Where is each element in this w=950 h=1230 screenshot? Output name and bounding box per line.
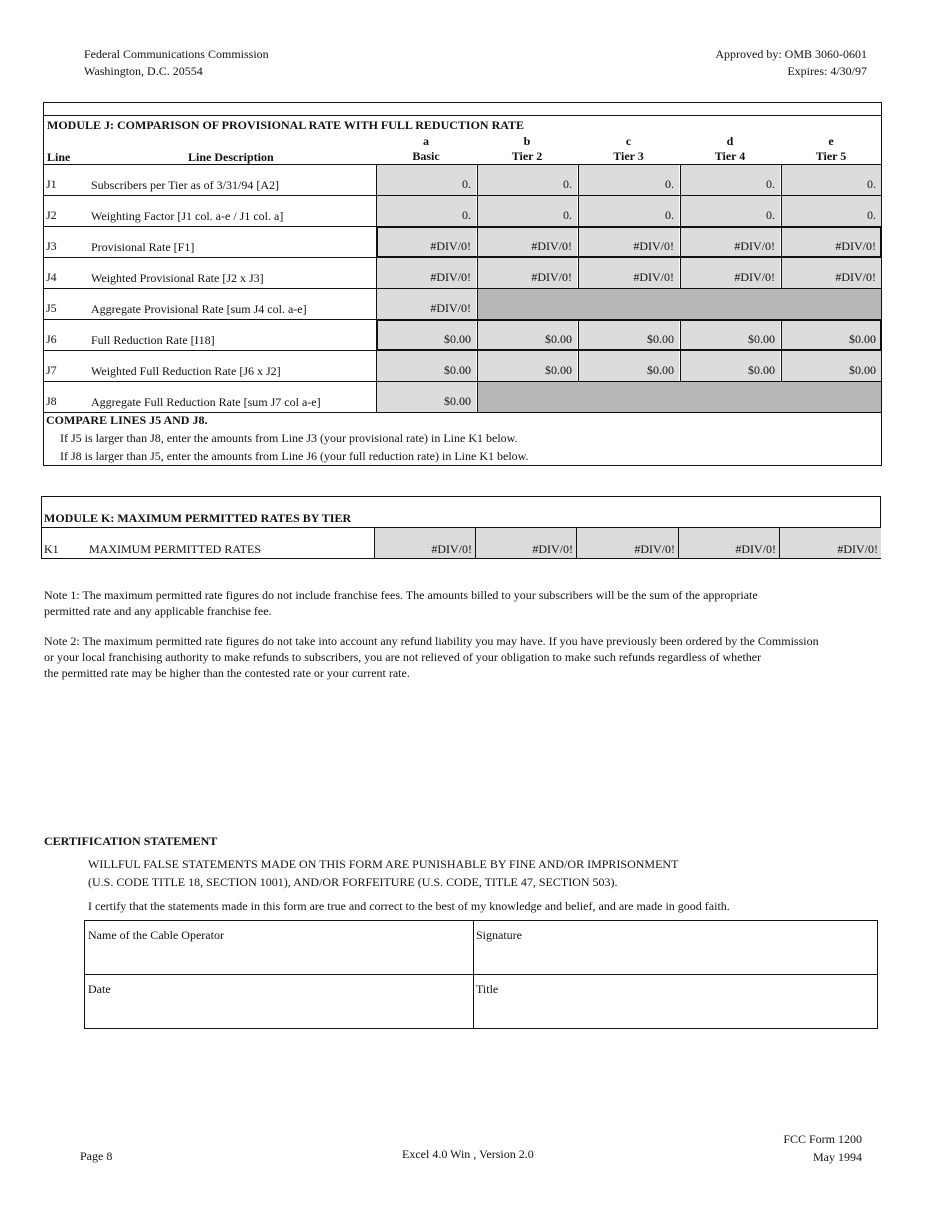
note-2-line-1: Note 2: The maximum permitted rate figures do not take into account any refund liability you may have. If you have previously been ordered by the Commission — [44, 634, 819, 648]
omb-header — [715, 46, 867, 80]
note-2-line-3: the permitted rate may be higher than the contested rate or your current rate. — [44, 666, 410, 680]
row-description-j6: Full Reduction Rate [I18] — [91, 333, 215, 347]
module-k-title: MODULE K: MAXIMUM PERMITTED RATES BY TIER — [44, 511, 352, 525]
value-k1-c: #DIV/0! — [634, 542, 675, 556]
omb-approval: Approved by: OMB 3060-0601 — [715, 47, 867, 61]
row-line-j6: J6 — [46, 332, 57, 346]
agency-name: Federal Communications Commission — [84, 47, 269, 61]
value-j1-a: 0. — [462, 177, 471, 191]
value-j2-b: 0. — [563, 208, 572, 222]
value-j7-a: $0.00 — [444, 363, 471, 377]
page-number: Page 8 — [80, 1149, 113, 1163]
value-j4-c: #DIV/0! — [633, 270, 674, 284]
value-k1-a: #DIV/0! — [431, 542, 472, 556]
value-k1-d: #DIV/0! — [735, 542, 776, 556]
value-j6-a: $0.00 — [444, 332, 471, 346]
module-j-title: MODULE J: COMPARISON OF PROVISIONAL RATE WITH FULL REDUCTION RATE — [47, 118, 525, 132]
value-j6-c: $0.00 — [647, 332, 674, 346]
software-version: Excel 4.0 Win , Version 2.0 — [402, 1147, 534, 1161]
row-description-j3: Provisional Rate [F1] — [91, 240, 195, 254]
value-j2-c: 0. — [665, 208, 674, 222]
value-j1-d: 0. — [766, 177, 775, 191]
form-number: FCC Form 1200 — [783, 1132, 862, 1146]
row-line-j1: J1 — [46, 177, 57, 191]
agency-header — [84, 46, 269, 80]
compare-title: COMPARE LINES J5 AND J8. — [46, 413, 208, 427]
note-2-line-2: or your local franchising authority to make refunds to subscribers, you are not relieved of your obligation to make such refunds regardless of whether — [44, 650, 762, 664]
value-j8-a: $0.00 — [444, 394, 471, 408]
value-j1-b: 0. — [563, 177, 572, 191]
row-line-j4: J4 — [46, 270, 57, 284]
row-description-k1: MAXIMUM PERMITTED RATES — [89, 542, 262, 556]
value-j4-b: #DIV/0! — [531, 270, 572, 284]
row-description-j4: Weighted Provisional Rate [J2 x J3] — [91, 271, 264, 285]
cable-operator-name-field[interactable]: Name of the Cable Operator — [88, 928, 224, 942]
column-letter-c: c — [625, 134, 632, 148]
value-j1-e: 0. — [867, 177, 876, 191]
value-j2-d: 0. — [766, 208, 775, 222]
value-j6-b: $0.00 — [545, 332, 572, 346]
column-letter-b: b — [523, 134, 531, 148]
value-j7-e: $0.00 — [849, 363, 876, 377]
certification-statement: I certify that the statements made in this form are true and correct to the best of my knowledge and belief, and are made in good faith. — [88, 899, 730, 913]
value-k1-e: #DIV/0! — [837, 542, 878, 556]
column-name-b: Tier 2 — [511, 149, 543, 163]
row-line-j7: J7 — [46, 363, 57, 377]
value-j5-a: #DIV/0! — [430, 301, 471, 315]
value-j4-a: #DIV/0! — [430, 270, 471, 284]
value-j6-e: $0.00 — [849, 332, 876, 346]
agency-address: Washington, D.C. 20554 — [84, 64, 203, 78]
compare-line-2: If J8 is larger than J5, enter the amounts from Line J6 (your full reduction rate) in Line K1 below. — [60, 449, 529, 463]
cell-j5-blocked — [477, 289, 881, 319]
row-description-j5: Aggregate Provisional Rate [sum J4 col. a-e] — [91, 302, 307, 316]
value-j2-e: 0. — [867, 208, 876, 222]
value-j6-d: $0.00 — [748, 332, 775, 346]
value-j3-d: #DIV/0! — [734, 239, 775, 253]
column-letter-d: d — [726, 134, 734, 148]
value-j7-b: $0.00 — [545, 363, 572, 377]
column-name-c: Tier 3 — [613, 149, 644, 163]
title-field[interactable]: Title — [476, 982, 499, 996]
date-field[interactable]: Date — [88, 982, 111, 996]
signature-field[interactable]: Signature — [476, 928, 522, 942]
row-line-k1: K1 — [44, 542, 59, 556]
value-j7-d: $0.00 — [748, 363, 775, 377]
row-description-j1: Subscribers per Tier as of 3/31/94 [A2] — [91, 178, 279, 192]
note-1-line-1: Note 1: The maximum permitted rate figures do not include franchise fees. The amounts billed to your subscribers will be the sum of the appropriate — [44, 588, 758, 602]
cell-j8-blocked — [477, 382, 881, 412]
value-j4-d: #DIV/0! — [734, 270, 775, 284]
row-description-j8: Aggregate Full Reduction Rate [sum J7 col a-e] — [91, 395, 321, 409]
compare-line-1: If J5 is larger than J8, enter the amounts from Line J3 (your provisional rate) in Line K1 below. — [60, 431, 518, 445]
value-j3-a: #DIV/0! — [430, 239, 471, 253]
note-1-line-2: permitted rate and any applicable franchise fee. — [44, 604, 272, 618]
certification-warning-line-1: WILLFUL FALSE STATEMENTS MADE ON THIS FORM ARE PUNISHABLE BY FINE AND/OR IMPRISONMENT — [88, 857, 679, 871]
row-description-j7: Weighted Full Reduction Rate [J6 x J2] — [91, 364, 281, 378]
certification-title: CERTIFICATION STATEMENT — [44, 834, 218, 848]
omb-expiration: Expires: 4/30/97 — [787, 64, 867, 78]
value-j3-e: #DIV/0! — [835, 239, 876, 253]
form-date: May 1994 — [813, 1150, 862, 1164]
row-description-j2: Weighting Factor [J1 col. a-e / J1 col. a] — [91, 209, 284, 223]
value-j3-c: #DIV/0! — [633, 239, 674, 253]
row-line-j3: J3 — [46, 239, 57, 253]
certification-warning-line-2: (U.S. CODE TITLE 18, SECTION 1001), AND/OR FORFEITURE (U.S. CODE, TITLE 47, SECTION 503). — [88, 875, 618, 889]
value-k1-b: #DIV/0! — [532, 542, 573, 556]
row-line-j8: J8 — [46, 394, 57, 408]
column-letter-a: a — [423, 134, 429, 148]
value-j4-e: #DIV/0! — [835, 270, 876, 284]
column-name-d: Tier 4 — [714, 149, 746, 163]
row-line-j2: J2 — [46, 208, 57, 222]
column-letter-e: e — [828, 134, 834, 148]
column-name-a: Basic — [412, 149, 440, 163]
row-line-j5: J5 — [46, 301, 57, 315]
column-name-e: Tier 5 — [815, 149, 847, 163]
line-column-header: Line — [47, 150, 71, 164]
value-j2-a: 0. — [462, 208, 471, 222]
description-column-header: Line Description — [188, 150, 274, 164]
value-j1-c: 0. — [665, 177, 674, 191]
value-j3-b: #DIV/0! — [531, 239, 572, 253]
value-j7-c: $0.00 — [647, 363, 674, 377]
